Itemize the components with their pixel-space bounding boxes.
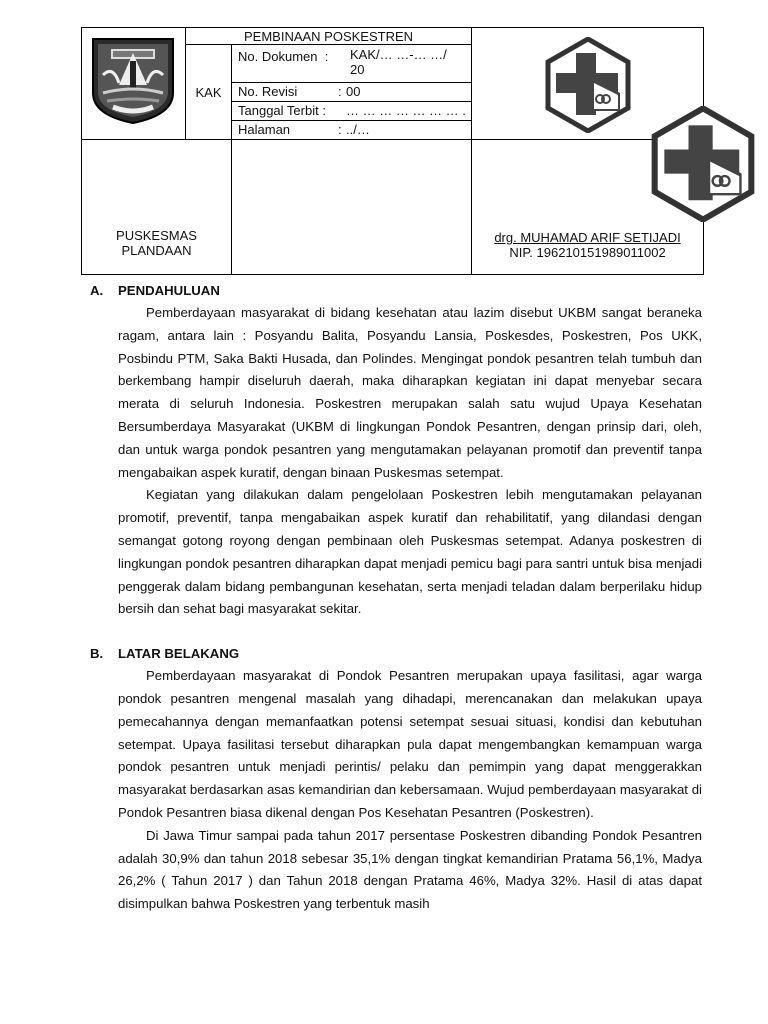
puskesmas-line1: PUSKESMAS bbox=[116, 228, 197, 243]
no-dokumen-value: KAK/… …-… …/ 20 bbox=[350, 47, 447, 77]
no-dokumen-label: No. Dokumen : bbox=[238, 49, 329, 64]
paragraph-a1: Pemberdayaan masyarakat di bidang kesehatan atau lazim disebut UKBM sangat beraneka ragam, antara lain : Posyandu Balita, Posyandu Lansia, Poskesdes, Poskestren, Pos UKK, Posbindu PTM, Saka Bakti Husada, dan Polindes. Mengingat pondok pesantren telah tumbuh dan berkembang hampir diseluruh daerah, maka diharapkan kegiatan ini dapat menyebar secara merata di seluruh Indonesia. Poskestren merupakan salah satu wujud Upaya Kesehatan Bersumberdaya Masyarakat (UKBM di lingkungan Pondok Pesantren, dengan prinsip dari, oleh, dan untuk warga pondok pesantren yang mengutamakan pelayanan promotif dan preventif tanpa mengabaikan aspek kuratif, dengan binaan Puskesmas setempat. bbox=[118, 305, 702, 480]
regency-crest-logo bbox=[89, 35, 177, 125]
meta-row-no-revisi bbox=[232, 83, 471, 102]
puskesmas-logo-large bbox=[644, 106, 762, 222]
signer-nip: NIP. 196210151989011002 bbox=[509, 245, 666, 260]
doc-type-label: KAK bbox=[186, 45, 232, 140]
meta-row-no-dokumen bbox=[232, 45, 471, 83]
meta-row-halaman bbox=[232, 121, 471, 139]
meta-row-tanggal bbox=[232, 102, 471, 121]
document-title: PEMBINAAN POSKESTREN bbox=[186, 28, 472, 45]
paragraph-b2: Di Jawa Timur sampai pada tahun 2017 persentase Poskestren dibanding Pondok Pesantren adalah 30,9% dan tahun 2018 sebesar 35,1% dengan tingkat kemandirian Pratama 56,1%, Madya 26,2% ( Tahun 2017 ) dan Tahun 2018 dengan Pratama 46%, Madya 32%. Hasil di atas dapat disimpulkan bahwa Poskestren yang terbentuk masih bbox=[118, 827, 702, 912]
blank-cell bbox=[232, 140, 472, 275]
signer-name: drg. MUHAMAD ARIF SETIJADI bbox=[494, 230, 681, 245]
puskesmas-logo bbox=[540, 37, 636, 133]
section-heading-b: B. LATAR BELAKANG bbox=[90, 646, 240, 662]
section-heading-a: A. PENDAHULUAN bbox=[90, 283, 220, 298]
no-revisi-label: No. Revisi : bbox=[238, 84, 342, 99]
halaman-label: Halaman : bbox=[238, 122, 342, 137]
puskesmas-name bbox=[82, 140, 232, 275]
paragraph-b1: Pemberdayaan masyarakat di Pondok Pesantren merupakan upaya fasilitasi, agar warga pondok pesantren mengenal masalah yang dihadapi, merencanakan dan melakukan upaya pemecahannya dengan memanfaatkan potensi setempat sesuai situasi, kondisi dan kebutuhan setempat. Upaya fasilitasi tersebut diharapkan pula dapat mengembangkan kemampuan warga pondok pesantren untuk menjadi perintis/ pelaku dan pemimpin yang dapat menggerakkan masyarakat berdasarkan asas kemandirian dan kebersamaan. Wujud pemberdayaan masyarakat di Pondok Pesantren biasa dikenal dengan Pos Kesehatan Pesantren (Poskestren). bbox=[118, 668, 702, 820]
puskesmas-line2: PLANDAAN bbox=[121, 243, 192, 258]
no-revisi-value: 00 bbox=[346, 84, 361, 99]
tanggal-value: … … … … … … … . bbox=[346, 103, 466, 118]
document-body bbox=[90, 280, 702, 916]
paragraph-a2: Kegiatan yang dilakukan dalam pengelolaan Poskestren lebih mengutamakan pelayanan promotif, preventif, tanpa mengabaikan aspek kuratif dan rehabilitatif, yang dilandasi dengan semangat gotong royong dengan pembinaan oleh Puskesmas setempat. Adanya poskestren di lingkungan pondok pesantren diharapkan dapat menjadi pemicu bagi para santri untuk bisa menjadi penggerak dalam bidang pembangunan kesehatan, serta menjadi teladan dalam berperilaku hidup bersih dan sehat bagi masyarakat sekitar. bbox=[118, 487, 702, 617]
document-meta bbox=[232, 45, 472, 140]
halaman-value: ../… bbox=[346, 122, 370, 137]
tanggal-label: Tanggal Terbit : bbox=[238, 103, 326, 118]
